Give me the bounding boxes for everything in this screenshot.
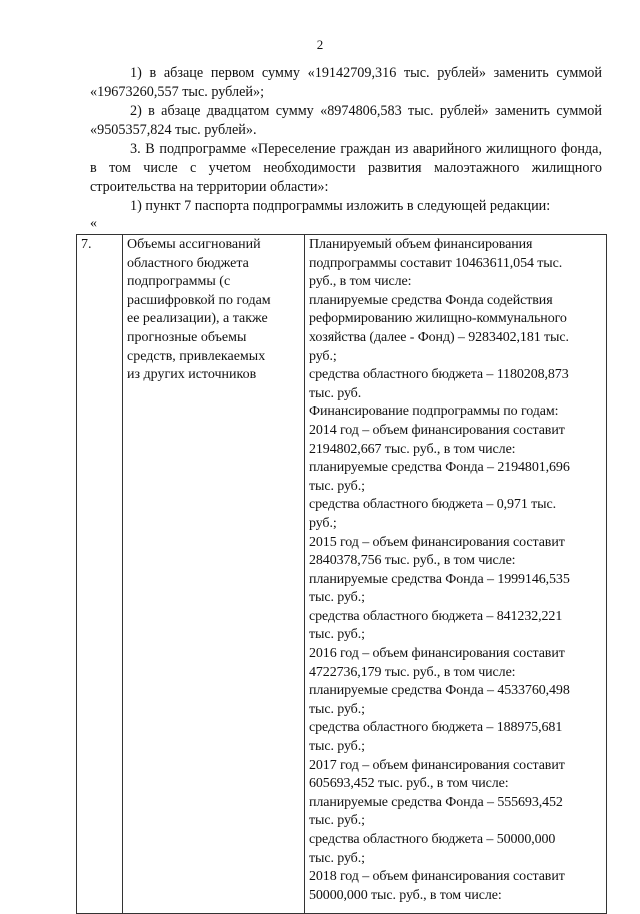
paragraph-subprogram: [90, 140, 602, 197]
cell-line: планируемые средства Фонда – 2194801,696: [309, 460, 570, 476]
cell-line: подпрограммы составит 10463611,054 тыс.: [309, 255, 563, 271]
cell-line: руб.;: [309, 348, 337, 364]
paragraph-text: 3. В подпрограмме «Переселение граждан из аварийного жилищного фонда, в том числе с учетом необходимости развития малоэтажного жилищного строительства на территории области»:: [90, 141, 602, 195]
cell-line: планируемые средства Фонда – 1999146,535: [309, 571, 570, 587]
cell-line: реформированию жилищно-коммунального: [309, 311, 567, 327]
paragraph-passport-item: [90, 197, 602, 216]
cell-line: подпрограммы (с: [127, 274, 231, 290]
table-row: [77, 235, 607, 914]
cell-line: ее реализации), а также: [127, 311, 268, 327]
cell-line: 2017 год – объем финансирования составит: [309, 757, 565, 773]
cell-line: областного бюджета: [127, 255, 249, 271]
cell-line: планируемые средства Фонда – 555693,452: [309, 794, 563, 810]
cell-line: 2015 год – объем финансирования составит: [309, 534, 565, 550]
cell-line: 2194802,667 тыс. руб., в том числе:: [309, 441, 516, 457]
cell-line: Финансирование подпрограммы по годам:: [309, 404, 559, 420]
cell-line: тыс. руб.;: [309, 590, 365, 606]
cell-line: тыс. руб.;: [309, 478, 365, 494]
cell-line: тыс. руб.;: [309, 813, 365, 829]
page-number: 2: [316, 37, 324, 52]
row-number: 7.: [81, 237, 92, 252]
cell-line: тыс. руб.;: [309, 627, 365, 643]
cell-line: средства областного бюджета – 50000,000: [309, 832, 556, 847]
cell-line: 4722736,179 тыс. руб., в том числе:: [309, 664, 516, 680]
cell-line: планируемые средства Фонда содействия: [309, 292, 553, 308]
row-number-cell: [77, 235, 123, 914]
cell-line: хозяйства (далее - Фонд) – 9283402,181 тыс.: [309, 329, 569, 345]
cell-line: 50000,000 тыс. руб., в том числе:: [309, 887, 502, 903]
cell-line: планируемые средства Фонда – 4533760,498: [309, 683, 570, 699]
cell-line: 2018 год – объем финансирования составит: [309, 869, 565, 885]
cell-line: тыс. руб.;: [309, 850, 365, 866]
cell-line: тыс. руб.: [309, 385, 362, 401]
cell-line: Объемы ассигнований: [127, 237, 261, 252]
cell-line: прогнозные объемы: [127, 329, 247, 345]
cell-line: 2016 год – объем финансирования составит: [309, 646, 565, 662]
cell-line: расшифровкой по годам: [127, 292, 271, 308]
cell-line: из других источников: [127, 367, 257, 383]
cell-line: средства областного бюджета – 1180208,873: [309, 367, 569, 383]
cell-line: руб., в том числе:: [309, 274, 412, 290]
cell-line: средства областного бюджета – 841232,221: [309, 608, 563, 624]
cell-line: 2840378,756 тыс. руб., в том числе:: [309, 553, 516, 569]
cell-line: тыс. руб.;: [309, 739, 365, 755]
cell-line: средств, привлекаемых: [127, 348, 266, 364]
paragraph-amendment-1: [90, 64, 602, 102]
cell-line: 605693,452 тыс. руб., в том числе:: [309, 776, 509, 792]
cell-line: средства областного бюджета – 0,971 тыс.: [309, 497, 556, 513]
cell-line: тыс. руб.;: [309, 701, 365, 717]
passport-table: [76, 234, 607, 914]
paragraph-text: 2) в абзаце двадцатом сумму «8974806,583 тыс. рублей» заменить суммой «9505357,824 тыс. рублей».: [90, 103, 602, 138]
open-quote: «: [90, 216, 97, 231]
cell-line: средства областного бюджета – 188975,681: [309, 720, 563, 736]
paragraph-text: 1) пункт 7 паспорта подпрограммы изложить в следующей редакции:: [130, 198, 551, 214]
cell-line: 2014 год – объем финансирования составит: [309, 422, 565, 438]
paragraph-text: 1) в абзаце первом сумму «19142709,316 тыс. рублей» заменить суммой «19673260,557 тыс. рублей»;: [90, 65, 602, 100]
row-content-cell: [305, 235, 607, 914]
paragraph-amendment-2: [90, 102, 602, 140]
cell-line: руб.;: [309, 515, 337, 531]
row-title-cell: [123, 235, 305, 914]
cell-line: Планируемый объем финансирования: [309, 237, 533, 252]
